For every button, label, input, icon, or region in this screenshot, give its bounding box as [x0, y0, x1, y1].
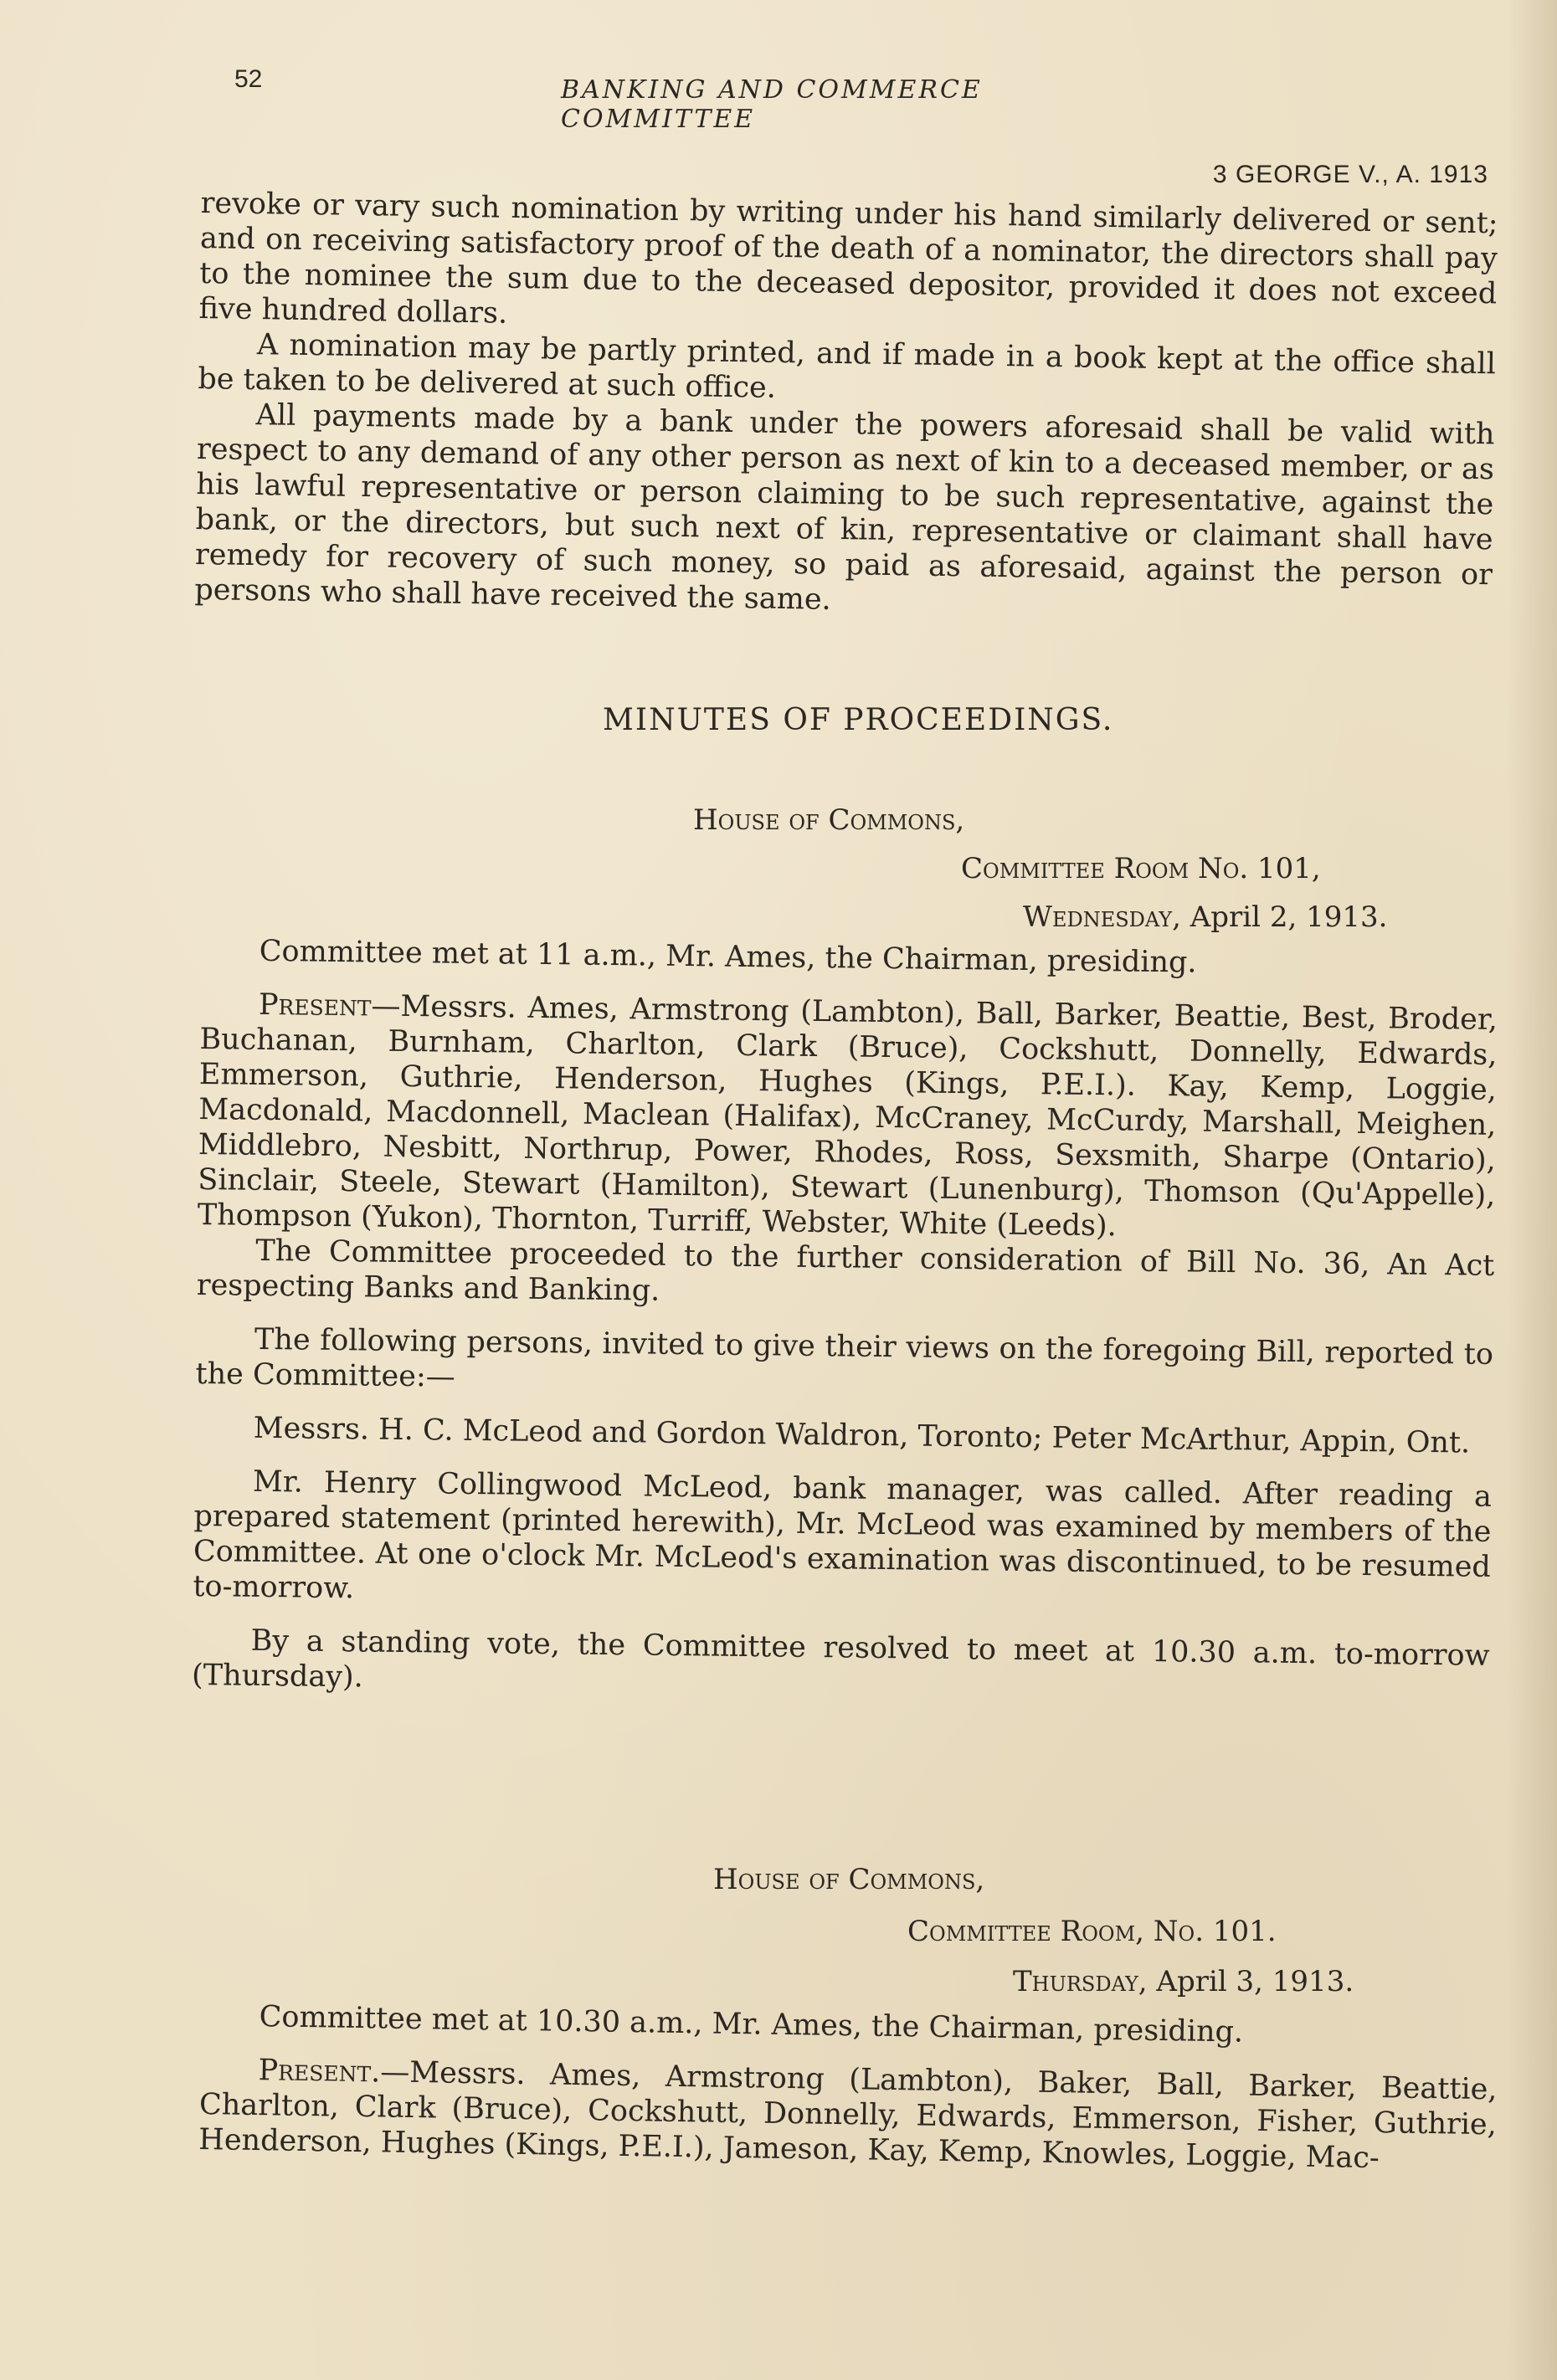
meeting1-day: Wednesday, [1023, 900, 1181, 934]
meeting1-house: House of Commons, [693, 803, 965, 837]
page-header [234, 65, 1180, 134]
meeting1-room: Committee Room No. 101, [961, 852, 1321, 885]
page-edge-shadow [1507, 0, 1557, 2380]
meeting2-house: House of Commons, [713, 1863, 985, 1896]
meeting2-present-list: —Messrs. Ames, Armstrong (Lambton), Baker, Ball, Barker, Beattie, Charlton, Clark (Bruce), Cockshutt, Donnelly, Edwards, Emmerson, Fisher, Guthrie, Henderson, Hughes (Kings, P.E.I.), Jameson, Kay, Kemp, Knowles, Loggie, Mac- [198, 2055, 1498, 2176]
meeting2-present [198, 2052, 1498, 2177]
meeting1-paragraph: By a standing vote, the Committee resolved to meet at 10.30 a.m. to-morrow (Thursday). [191, 1623, 1490, 1695]
minutes-title: MINUTES OF PROCEEDINGS. [603, 703, 1114, 737]
meeting1-present-list: —Messrs. Ames, Armstrong (Lambton), Ball, Barker, Beattie, Best, Broder, Buchanan, Burnham, Charlton, Clark (Bruce), Cockshutt, Donnelly, Edwards, Emmerson, Guthrie, Henderson, Hughes (Kings, P.E.I.). Kay, Kemp, Loggie, Macdonald, Macdonnell, Maclean (Halifax), McCraney, McCurdy, Marshall, Meighen, Middlebro, Nesbitt, Northrup, Power, Rhodes, Ross, Sexsmith, Sharpe (Ontario), Sinclair, Steele, Stewart (Hamilton), Stewart (Lunenburg), Thomson (Qu'Appelle), Thompson (Yukon), Thornton, Turriff, Webster, White (Leeds). [197, 989, 1498, 1244]
meeting1-paragraph: The following persons, invited to give their views on the foregoing Bill, reported to the Committee:— [195, 1322, 1494, 1394]
meeting1-paragraph: Mr. Henry Collingwood McLeod, bank manager, was called. After reading a prepared statement (printed herewith), Mr. McLeod was examined by members of the Committee. At one o'clock Mr. McLeod's examination was discontinued, to be resumed to-morrow. [193, 1464, 1493, 1606]
meeting2-opening: Committee met at 10.30 a.m., Mr. Ames, the Chairman, presiding. [259, 2000, 1244, 2049]
intro-paragraph: All payments made by a bank under the powers aforesaid shall be valid with respect to any demand of any other person as next of kin to a deceased member, or as his lawful representative or person claiming to be such representative, against the bank, or the directors, but such next of kin, representative or claimant shall have remedy for recovery of such money, so paid as aforesaid, against the person or persons who shall have received the same. [194, 398, 1495, 617]
intro-paragraph: revoke or vary such nomination by writing under his hand similarly delivered or sent; and on receiving satisfactory proof of the death of a nominator, the directors shall pay to the nominee the sum due to the deceased depositor, provided it does not exceed five hundred dollars. [198, 186, 1498, 331]
meeting1-paragraph: The Committee proceeded to the further consideration of Bill No. 36, An Act respecting Banks and Banking. [196, 1234, 1495, 1308]
page-number: 52 [234, 65, 263, 93]
meeting1-text [192, 933, 1498, 1709]
running-head: BANKING AND COMMERCE COMMITTEE [561, 75, 983, 134]
meeting2-dateline [1013, 1963, 1354, 2000]
intro-text [194, 186, 1498, 628]
meeting2-present-label: Present. [258, 2054, 381, 2090]
meeting2-day: Thursday, [1013, 1965, 1148, 1998]
meeting1-present [198, 987, 1498, 1249]
meeting2-date: April 3, 1913. [1156, 1965, 1354, 1998]
meeting2-text [198, 1998, 1498, 2177]
meeting1-dateline [1023, 899, 1387, 936]
intro-paragraph: A nomination may be partly printed, and if made in a book kept at the office shall be taken to be delivered at such office. [198, 328, 1497, 405]
meeting1-paragraph: Messrs. H. C. McLeod and Gordon Waldron, Toronto; Peter McArthur, Appin, Ont. [253, 1411, 1471, 1460]
meeting1-date: April 2, 1913. [1190, 900, 1388, 934]
session-label: 3 GEORGE V., A. 1913 [1212, 161, 1488, 188]
meeting1-opening: Committee met at 11 a.m., Mr. Ames, the Chairman, presiding. [259, 934, 1197, 980]
meeting2-room: Committee Room, No. 101. [907, 1915, 1277, 1948]
meeting1-present-label: Present [258, 987, 372, 1023]
